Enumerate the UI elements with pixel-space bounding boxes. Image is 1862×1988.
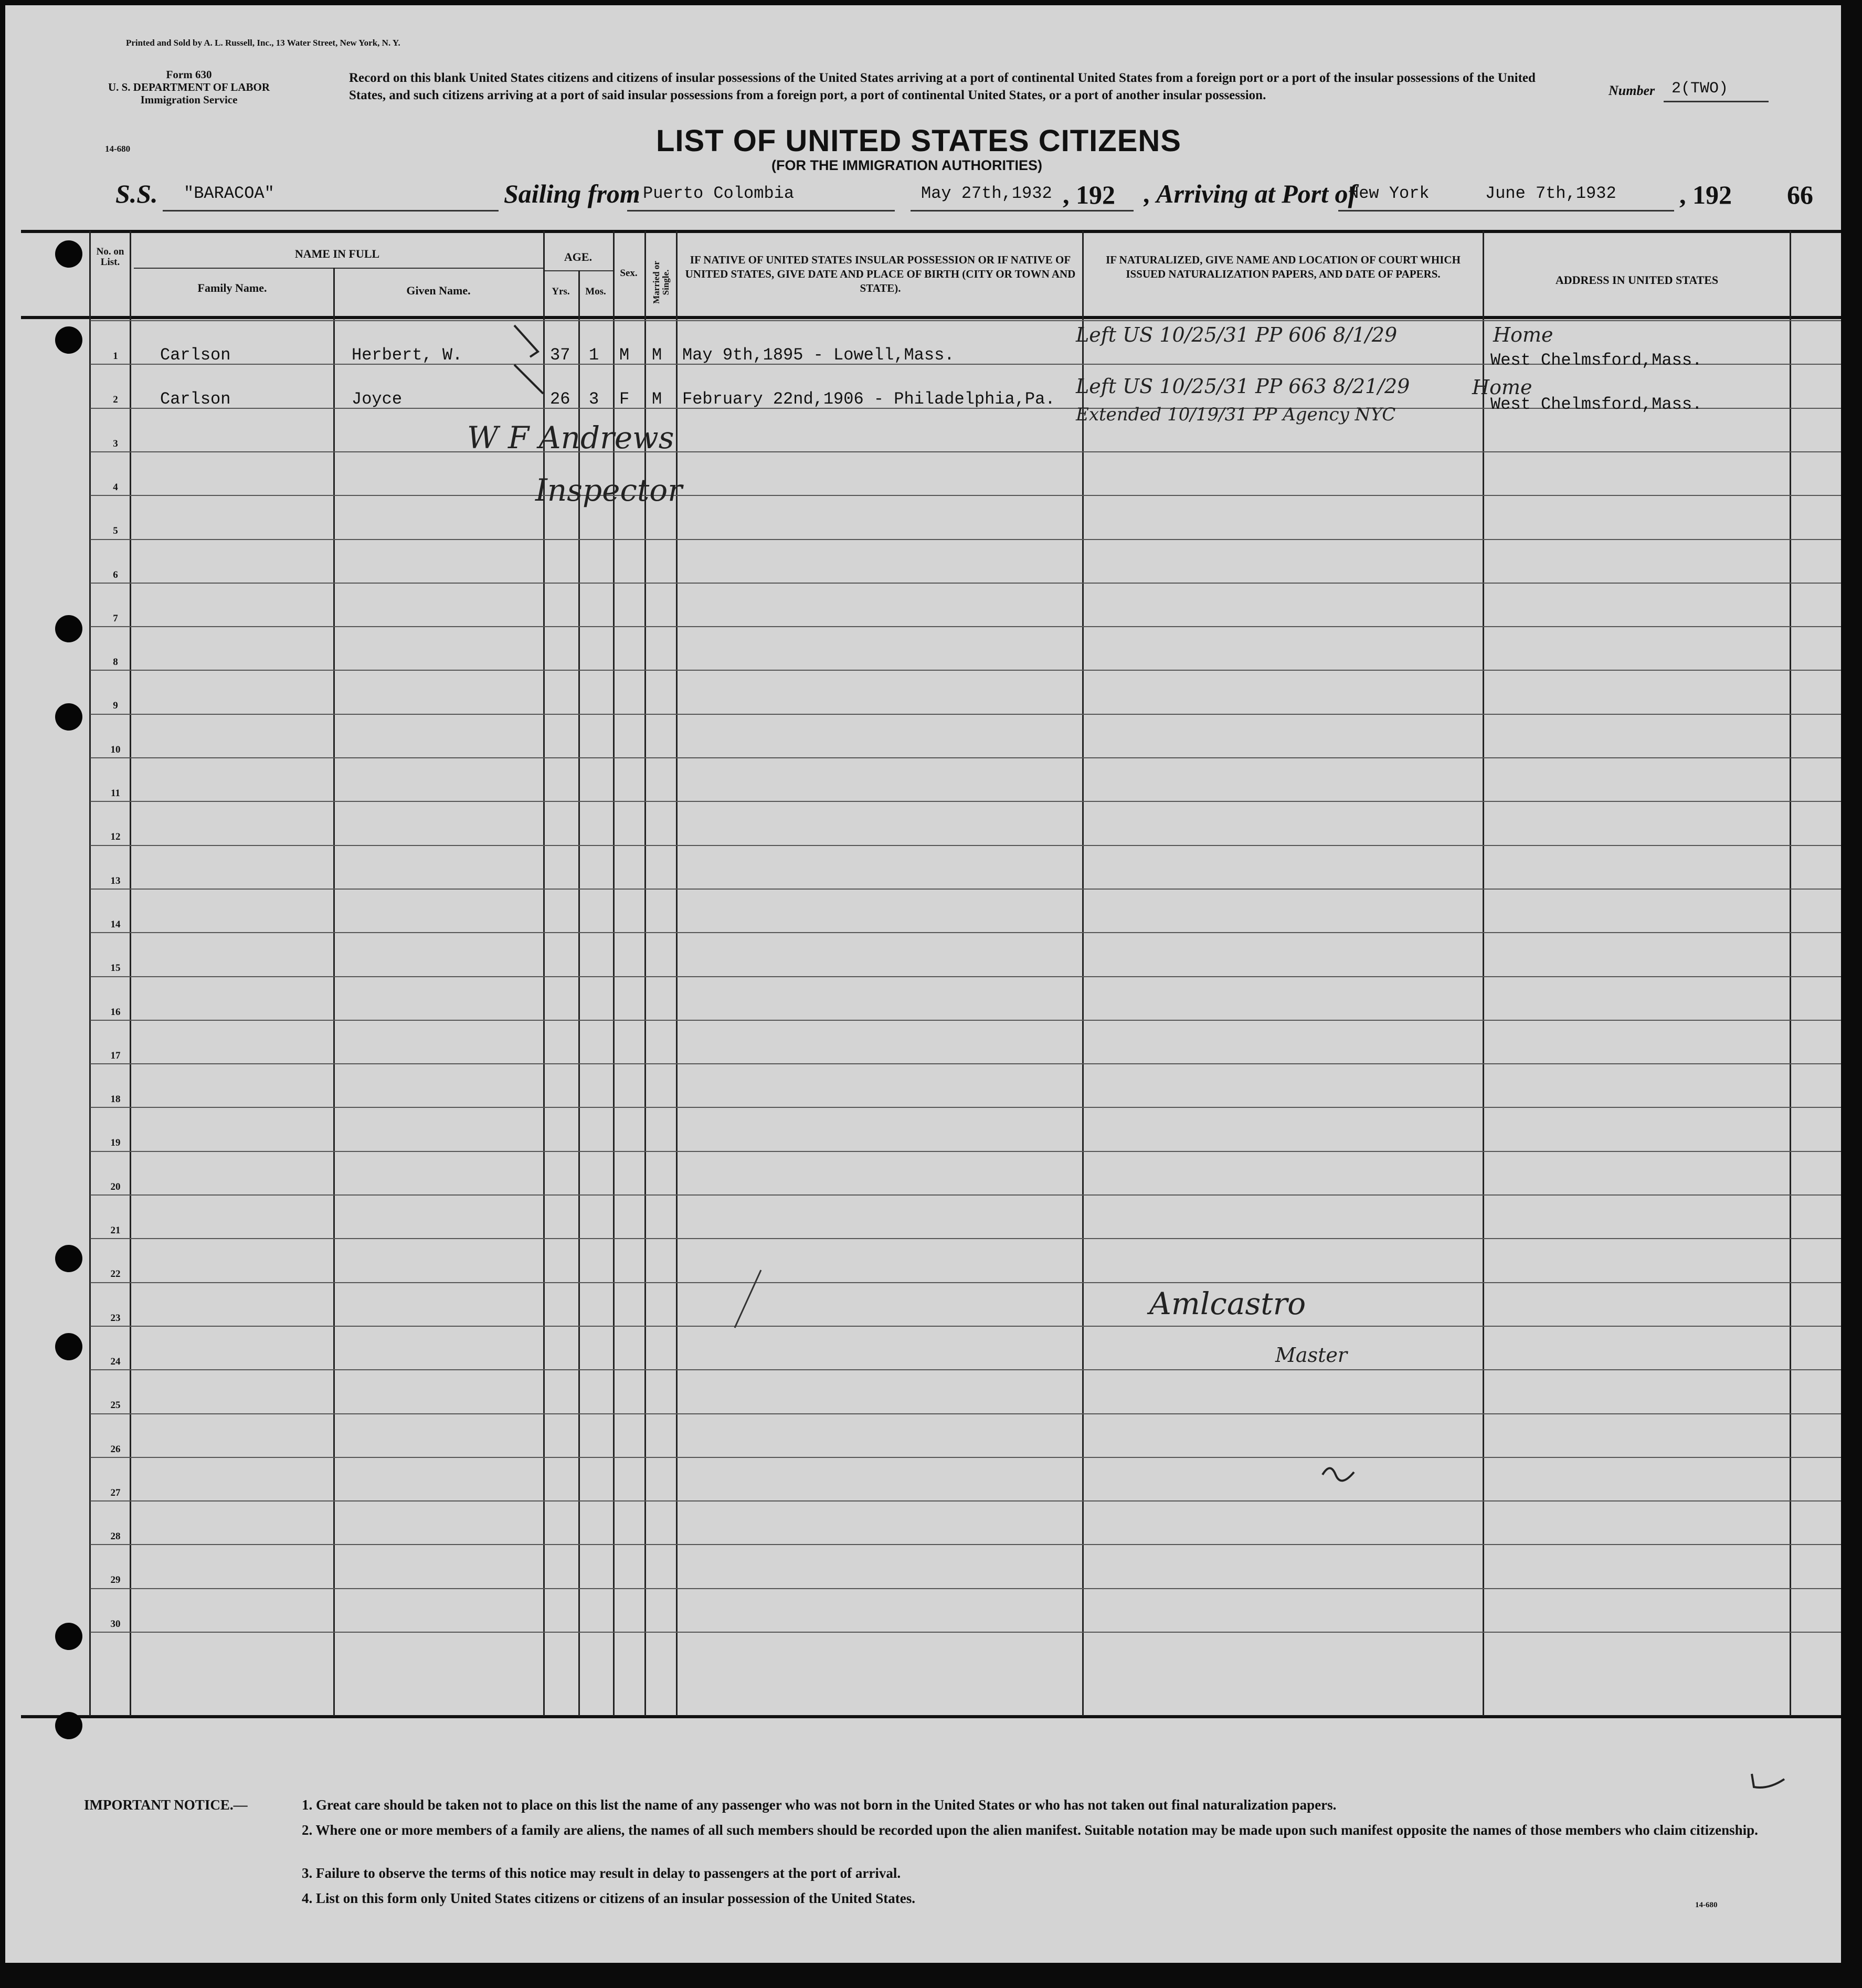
row-number: 30	[110, 1619, 121, 1630]
row-number: 26	[110, 1444, 121, 1455]
binder-hole	[55, 615, 82, 642]
arriving-year-print: , 192	[1679, 180, 1732, 209]
initials-mark	[1317, 1459, 1359, 1485]
row1-naturalization-note: Left US 10/25/31 PP 606 8/1/29	[1076, 323, 1398, 346]
binder-hole	[55, 1712, 82, 1739]
col-line	[333, 268, 335, 1716]
row1-family: Carlson	[160, 345, 231, 365]
row-line	[90, 539, 1841, 540]
row-number: 28	[110, 1531, 121, 1542]
row2-naturalization-note: Left US 10/25/31 PP 663 8/21/29	[1076, 375, 1410, 398]
page-subtitle: (FOR THE IMMIGRATION AUTHORITIES)	[771, 157, 1042, 173]
page-title: LIST OF UNITED STATES CITIZENS	[656, 124, 1181, 158]
notice-item-2: 2. Where one or more members of a family are aliens, the names of all such members should be recorded upon the alien manifest. Suitable notation may be made upon such manifest opposite the names of those members who claim citizenship.	[302, 1822, 1758, 1838]
row-number: 11	[111, 788, 120, 799]
date-underline	[911, 210, 1134, 212]
row-number: 16	[110, 1007, 121, 1018]
row-line	[90, 1194, 1841, 1196]
row-number: 8	[113, 657, 118, 668]
row-number: 27	[110, 1487, 121, 1498]
col-line	[1483, 231, 1484, 1716]
row-line	[90, 670, 1841, 671]
notice-item-4: 4. List on this form only United States citizens or citizens of an insular possession of the United States.	[302, 1890, 916, 1906]
table-top-border	[21, 230, 1841, 233]
row-number: 17	[110, 1050, 121, 1061]
row-line	[90, 889, 1841, 890]
col-line	[89, 231, 91, 1716]
row-line	[90, 1632, 1841, 1633]
binder-hole	[55, 703, 82, 731]
row1-marital: M	[652, 345, 662, 365]
row-line	[90, 1063, 1841, 1064]
row-number: 2	[113, 394, 118, 405]
row-line	[90, 1326, 1841, 1327]
table-bottom-border	[21, 1715, 1841, 1718]
col-header-sex: Sex.	[620, 268, 638, 279]
row-number: 4	[113, 482, 118, 493]
row-number: 20	[110, 1181, 121, 1192]
row-line	[90, 845, 1841, 846]
row1-birth: May 9th,1895 - Lowell,Mass.	[682, 345, 955, 365]
row1-address: West Chelmsford,Mass.	[1490, 351, 1702, 370]
row-line	[90, 1588, 1841, 1589]
row-line	[90, 495, 1841, 496]
number-value: 2(TWO)	[1671, 80, 1729, 98]
arriving-label: , Arriving at Port of	[1144, 179, 1357, 208]
row-number: 12	[110, 831, 121, 842]
footer-code: 14-680	[1695, 1901, 1718, 1909]
ship-underline	[163, 210, 499, 212]
ship-name: "BARACOA"	[184, 184, 274, 203]
row-line	[90, 1500, 1841, 1501]
page-number: 66	[1787, 180, 1813, 209]
sailing-from-value: Puerto Colombia	[643, 184, 795, 203]
row2-family: Carlson	[160, 389, 231, 409]
header-bottom-border	[21, 316, 1841, 319]
col-header-birth: IF NATIVE OF UNITED STATES INSULAR POSSESSION OR IF NATIVE OF UNITED STATES, GIVE DATE AND PLACE OF BIRTH (CITY OR TOWN AND STATE).	[685, 253, 1076, 294]
row-line	[90, 714, 1841, 715]
sailing-date: May 27th,1932	[921, 184, 1052, 203]
arriving-port: New York	[1349, 184, 1430, 203]
row-line	[90, 976, 1841, 977]
row-line	[90, 1369, 1841, 1370]
inspector-signature: W F Andrews	[467, 420, 674, 456]
row-number: 15	[110, 963, 121, 974]
row-line	[90, 320, 1841, 321]
col-header-married: Married or Single.	[651, 261, 671, 304]
inspector-title: Inspector	[535, 472, 682, 508]
row-number: 3	[113, 438, 118, 449]
binder-hole	[55, 1333, 82, 1360]
row-line	[90, 451, 1841, 452]
row-line	[90, 1238, 1841, 1239]
notice-label: IMPORTANT NOTICE.—	[84, 1797, 248, 1813]
department-name: U. S. DEPARTMENT OF LABOR	[108, 81, 270, 93]
row-line	[90, 583, 1841, 584]
row-line	[90, 1282, 1841, 1283]
row2-address-note: Home	[1472, 376, 1532, 399]
row-number: 5	[113, 525, 118, 536]
name-subheader-line	[134, 268, 543, 269]
row2-extension-note: Extended 10/19/31 PP Agency NYC	[1076, 404, 1396, 425]
row1-address-note: Home	[1493, 323, 1553, 346]
row-line	[90, 801, 1841, 802]
row-line	[90, 1413, 1841, 1414]
stray-mark	[729, 1265, 771, 1333]
row1-sex: M	[619, 345, 630, 365]
row-number: 1	[113, 351, 118, 362]
col-header-age: AGE.	[564, 250, 593, 263]
row-number: 13	[110, 875, 121, 886]
row2-birth: February 22nd,1906 - Philadelphia,Pa.	[682, 389, 1055, 409]
row-number: 18	[110, 1094, 121, 1105]
notice-item-1: 1. Great care should be taken not to place on this list the name of any passenger who was not born in the United States or who has not taken out final naturalization papers.	[302, 1797, 1337, 1813]
col-line	[1790, 231, 1791, 1716]
row-number: 6	[113, 569, 118, 580]
col-header-address: ADDRESS IN UNITED STATES	[1555, 273, 1719, 287]
arriving-date: June 7th,1932	[1485, 184, 1616, 203]
row-line	[90, 1544, 1841, 1545]
ss-label: S.S.	[115, 179, 158, 208]
manifest-page	[5, 5, 1841, 1963]
row2-given: Joyce	[352, 389, 403, 409]
row-number: 23	[110, 1313, 121, 1324]
form-number: Form 630	[166, 68, 212, 81]
row1-yrs: 37	[550, 345, 570, 365]
row-number: 7	[113, 613, 118, 624]
binder-hole	[55, 240, 82, 268]
row-line	[90, 1020, 1841, 1021]
port-underline	[1338, 210, 1674, 212]
row-number: 24	[110, 1356, 121, 1367]
row1-mos: 1	[589, 345, 599, 365]
col-header-yrs: Yrs.	[552, 286, 570, 297]
col-line	[676, 231, 678, 1716]
row-number: 22	[110, 1268, 121, 1279]
row1-given: Herbert, W.	[352, 345, 463, 365]
col-header-given: Given Name.	[406, 284, 471, 297]
row-number: 29	[110, 1574, 121, 1585]
row2-mos: 3	[589, 389, 599, 409]
row-number: 9	[113, 700, 118, 711]
binder-hole	[55, 1623, 82, 1650]
row-number: 10	[110, 744, 121, 755]
master-title: Master	[1275, 1344, 1347, 1367]
col-header-number: No. on List.	[96, 246, 124, 268]
row-line	[90, 1151, 1841, 1152]
row-number: 25	[110, 1400, 121, 1411]
sailing-from-label: Sailing from	[504, 179, 640, 208]
notice-item-3: 3. Failure to observe the terms of this notice may result in delay to passengers at the port of arrival.	[302, 1865, 901, 1881]
row-number: 14	[110, 919, 121, 930]
col-header-name: NAME IN FULL	[294, 247, 380, 260]
row-line	[90, 932, 1841, 933]
col-header-family: Family Name.	[197, 281, 267, 294]
row-number: 19	[110, 1137, 121, 1148]
form-department	[73, 68, 304, 106]
tick-marks	[509, 320, 556, 404]
row2-yrs: 26	[550, 389, 570, 409]
record-instruction: Record on this blank United States citizens and citizens of insular possessions of the United States arriving at a port of continental United States from a foreign port or a port of the insular possessions of the United States, and such citizens arriving at a port of said insular possessions from a foreign port, a port of continental United States, or a port of another insular possession.	[349, 71, 1536, 102]
row-line	[90, 626, 1841, 627]
row-number: 21	[110, 1225, 121, 1236]
binder-hole	[55, 326, 82, 354]
number-label: Number	[1609, 83, 1655, 98]
col-header-mos: Mos.	[585, 286, 606, 297]
check-mark	[1748, 1769, 1790, 1800]
col-header-naturalized: IF NATURALIZED, GIVE NAME AND LOCATION OF COURT WHICH ISSUED NATURALIZATION PAPERS, AND DATE OF PAPERS.	[1106, 253, 1461, 280]
row2-sex: F	[619, 389, 630, 409]
sailing-underline	[627, 210, 895, 212]
binder-hole	[55, 1245, 82, 1272]
row2-marital: M	[652, 389, 662, 409]
row2-address: West Chelmsford,Mass.	[1490, 395, 1702, 414]
row-line	[90, 1457, 1841, 1458]
row-line	[90, 757, 1841, 758]
col-line	[1082, 231, 1084, 1716]
sailing-year-print: , 192	[1063, 180, 1115, 209]
master-signature: Amlcastro	[1149, 1286, 1306, 1321]
printer-imprint: Printed and Sold by A. L. Russell, Inc., 13 Water Street, New York, N. Y.	[126, 38, 400, 48]
form-code: 14-680	[105, 144, 131, 154]
service-name: Immigration Service	[140, 93, 238, 106]
row-line	[90, 1107, 1841, 1108]
number-underline	[1664, 101, 1769, 102]
